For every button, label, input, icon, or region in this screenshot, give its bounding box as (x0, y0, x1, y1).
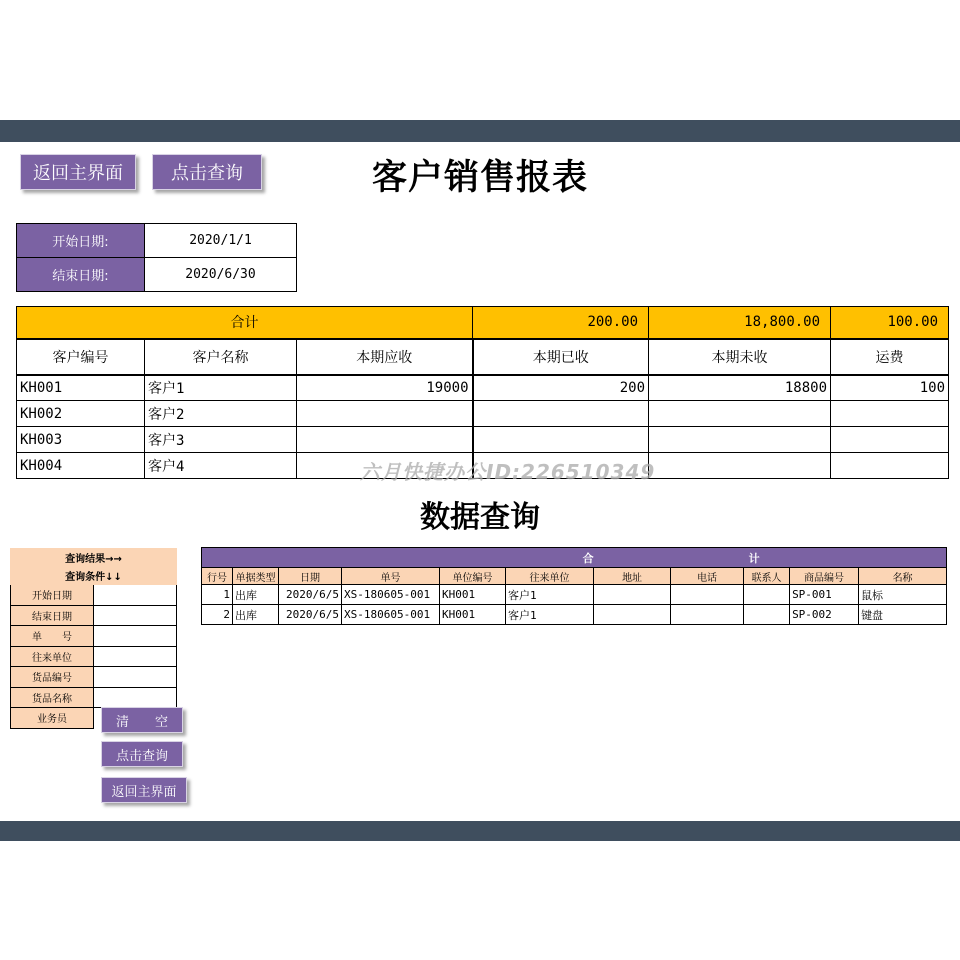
data-query-title: 数据查询 (420, 500, 540, 535)
query-button[interactable]: 点击查询 (152, 154, 262, 190)
cond-label-salesperson: 业务员 (11, 708, 94, 729)
cell-outstanding (649, 453, 831, 479)
table-row (202, 585, 947, 605)
rcell-unit-code: KH001 (440, 585, 506, 605)
result-total-label-2 (594, 548, 947, 568)
start-date-label: 开始日期: (17, 224, 145, 258)
rcell-address (594, 585, 671, 605)
cell-freight (831, 427, 949, 453)
rcell-item-name: 鼠标 (859, 585, 947, 605)
rcol-unit-code: 单位编号 (440, 568, 506, 585)
cell-freight (831, 453, 949, 479)
page-title: 客户销售报表 (371, 157, 588, 198)
top-band (0, 120, 960, 142)
rcell-phone (671, 605, 744, 625)
customer-sales-table (16, 306, 949, 479)
rcell-date: 2020/6/5 (279, 585, 342, 605)
cell-outstanding (649, 401, 831, 427)
table-row (202, 605, 947, 625)
cond-partner-input[interactable] (94, 646, 177, 667)
col-customer-id: 客户编号 (17, 339, 145, 375)
rcell-item-code: SP-001 (790, 585, 859, 605)
result-total-row (202, 548, 947, 568)
col-receivable: 本期应收 (297, 339, 473, 375)
cell-receivable (297, 401, 473, 427)
column-header-row (17, 339, 949, 375)
cond-label-end-date: 结束日期 (11, 605, 94, 626)
col-freight: 运费 (831, 339, 949, 375)
cond-start-date-input[interactable] (94, 585, 177, 606)
cell-customer-id: KH004 (17, 453, 145, 479)
cell-freight (831, 401, 949, 427)
rcell-line-no: 1 (202, 585, 233, 605)
rcol-doc-no: 单号 (342, 568, 440, 585)
cell-received (473, 401, 649, 427)
cond-label-start-date: 开始日期 (11, 585, 94, 606)
query-result-table (201, 547, 947, 625)
result-total-label-2-text: 计 (748, 551, 760, 565)
cond-label-item-code: 货品编号 (11, 667, 94, 688)
rcell-doc-type: 出库 (233, 585, 279, 605)
query-submit-button[interactable]: 点击查询 (101, 741, 183, 767)
rcol-doc-type: 单据类型 (233, 568, 279, 585)
rcol-address: 地址 (594, 568, 671, 585)
rcell-item-code: SP-002 (790, 605, 859, 625)
sum-outstanding: 18,800.00 (649, 307, 831, 339)
col-customer-name: 客户名称 (145, 339, 297, 375)
rcell-contact (744, 605, 790, 625)
cond-doc-no-input[interactable] (94, 626, 177, 647)
rcell-partner: 客户1 (506, 605, 594, 625)
end-date-field[interactable]: 2020/6/30 (145, 258, 297, 292)
rcol-date: 日期 (279, 568, 342, 585)
cond-item-code-input[interactable] (94, 667, 177, 688)
cell-received: 200 (473, 375, 649, 401)
sum-freight: 100.00 (831, 307, 949, 339)
end-date-label: 结束日期: (17, 258, 145, 292)
cond-label-doc-no: 单 号 (11, 626, 94, 647)
cell-freight: 100 (831, 375, 949, 401)
query-conditions-panel (10, 548, 177, 729)
cell-outstanding (649, 427, 831, 453)
col-outstanding: 本期未收 (649, 339, 831, 375)
back-to-main-button-2[interactable]: 返回主界面 (101, 777, 187, 803)
cell-received (473, 427, 649, 453)
watermark: 六月快捷办公ID:226510349 (360, 460, 656, 484)
table-row (17, 427, 949, 453)
sum-row (17, 307, 949, 339)
rcol-item-name: 名称 (859, 568, 947, 585)
cell-outstanding: 18800 (649, 375, 831, 401)
panel-header-conditions: 查询条件↓↓ (11, 567, 177, 585)
rcell-partner: 客户1 (506, 585, 594, 605)
rcol-contact: 联系人 (744, 568, 790, 585)
rcell-doc-type: 出库 (233, 605, 279, 625)
rcell-contact (744, 585, 790, 605)
rcell-line-no: 2 (202, 605, 233, 625)
rcol-item-code: 商品编号 (790, 568, 859, 585)
col-received: 本期已收 (473, 339, 649, 375)
result-header-row (202, 568, 947, 585)
rcell-doc-no: XS-180605-001 (342, 605, 440, 625)
result-total-label: 合 (202, 548, 594, 568)
cell-customer-name: 客户1 (145, 375, 297, 401)
panel-header-results: 查询结果→→ (11, 549, 177, 567)
cell-receivable: 19000 (297, 375, 473, 401)
cell-customer-name: 客户4 (145, 453, 297, 479)
cond-label-partner: 往来单位 (11, 646, 94, 667)
cell-customer-id: KH001 (17, 375, 145, 401)
table-row (17, 375, 949, 401)
rcell-unit-code: KH001 (440, 605, 506, 625)
cond-label-item-name: 货品名称 (11, 687, 94, 708)
date-range-block (16, 223, 297, 292)
table-row (17, 401, 949, 427)
cell-customer-name: 客户2 (145, 401, 297, 427)
rcol-partner: 往来单位 (506, 568, 594, 585)
cell-customer-name: 客户3 (145, 427, 297, 453)
start-date-field[interactable]: 2020/1/1 (145, 224, 297, 258)
rcell-address (594, 605, 671, 625)
sum-received: 200.00 (473, 307, 649, 339)
rcell-item-name: 键盘 (859, 605, 947, 625)
rcell-date: 2020/6/5 (279, 605, 342, 625)
sum-label: 合计 (17, 307, 473, 339)
rcell-phone (671, 585, 744, 605)
rcol-phone: 电话 (671, 568, 744, 585)
cell-receivable (297, 427, 473, 453)
rcol-line-no: 行号 (202, 568, 233, 585)
rcell-doc-no: XS-180605-001 (342, 585, 440, 605)
cell-customer-id: KH002 (17, 401, 145, 427)
back-to-main-button[interactable]: 返回主界面 (20, 154, 136, 190)
cond-end-date-input[interactable] (94, 605, 177, 626)
cond-item-name-input[interactable] (94, 687, 177, 708)
clear-button[interactable]: 清 空 (101, 707, 183, 733)
bottom-band (0, 821, 960, 841)
cell-customer-id: KH003 (17, 427, 145, 453)
